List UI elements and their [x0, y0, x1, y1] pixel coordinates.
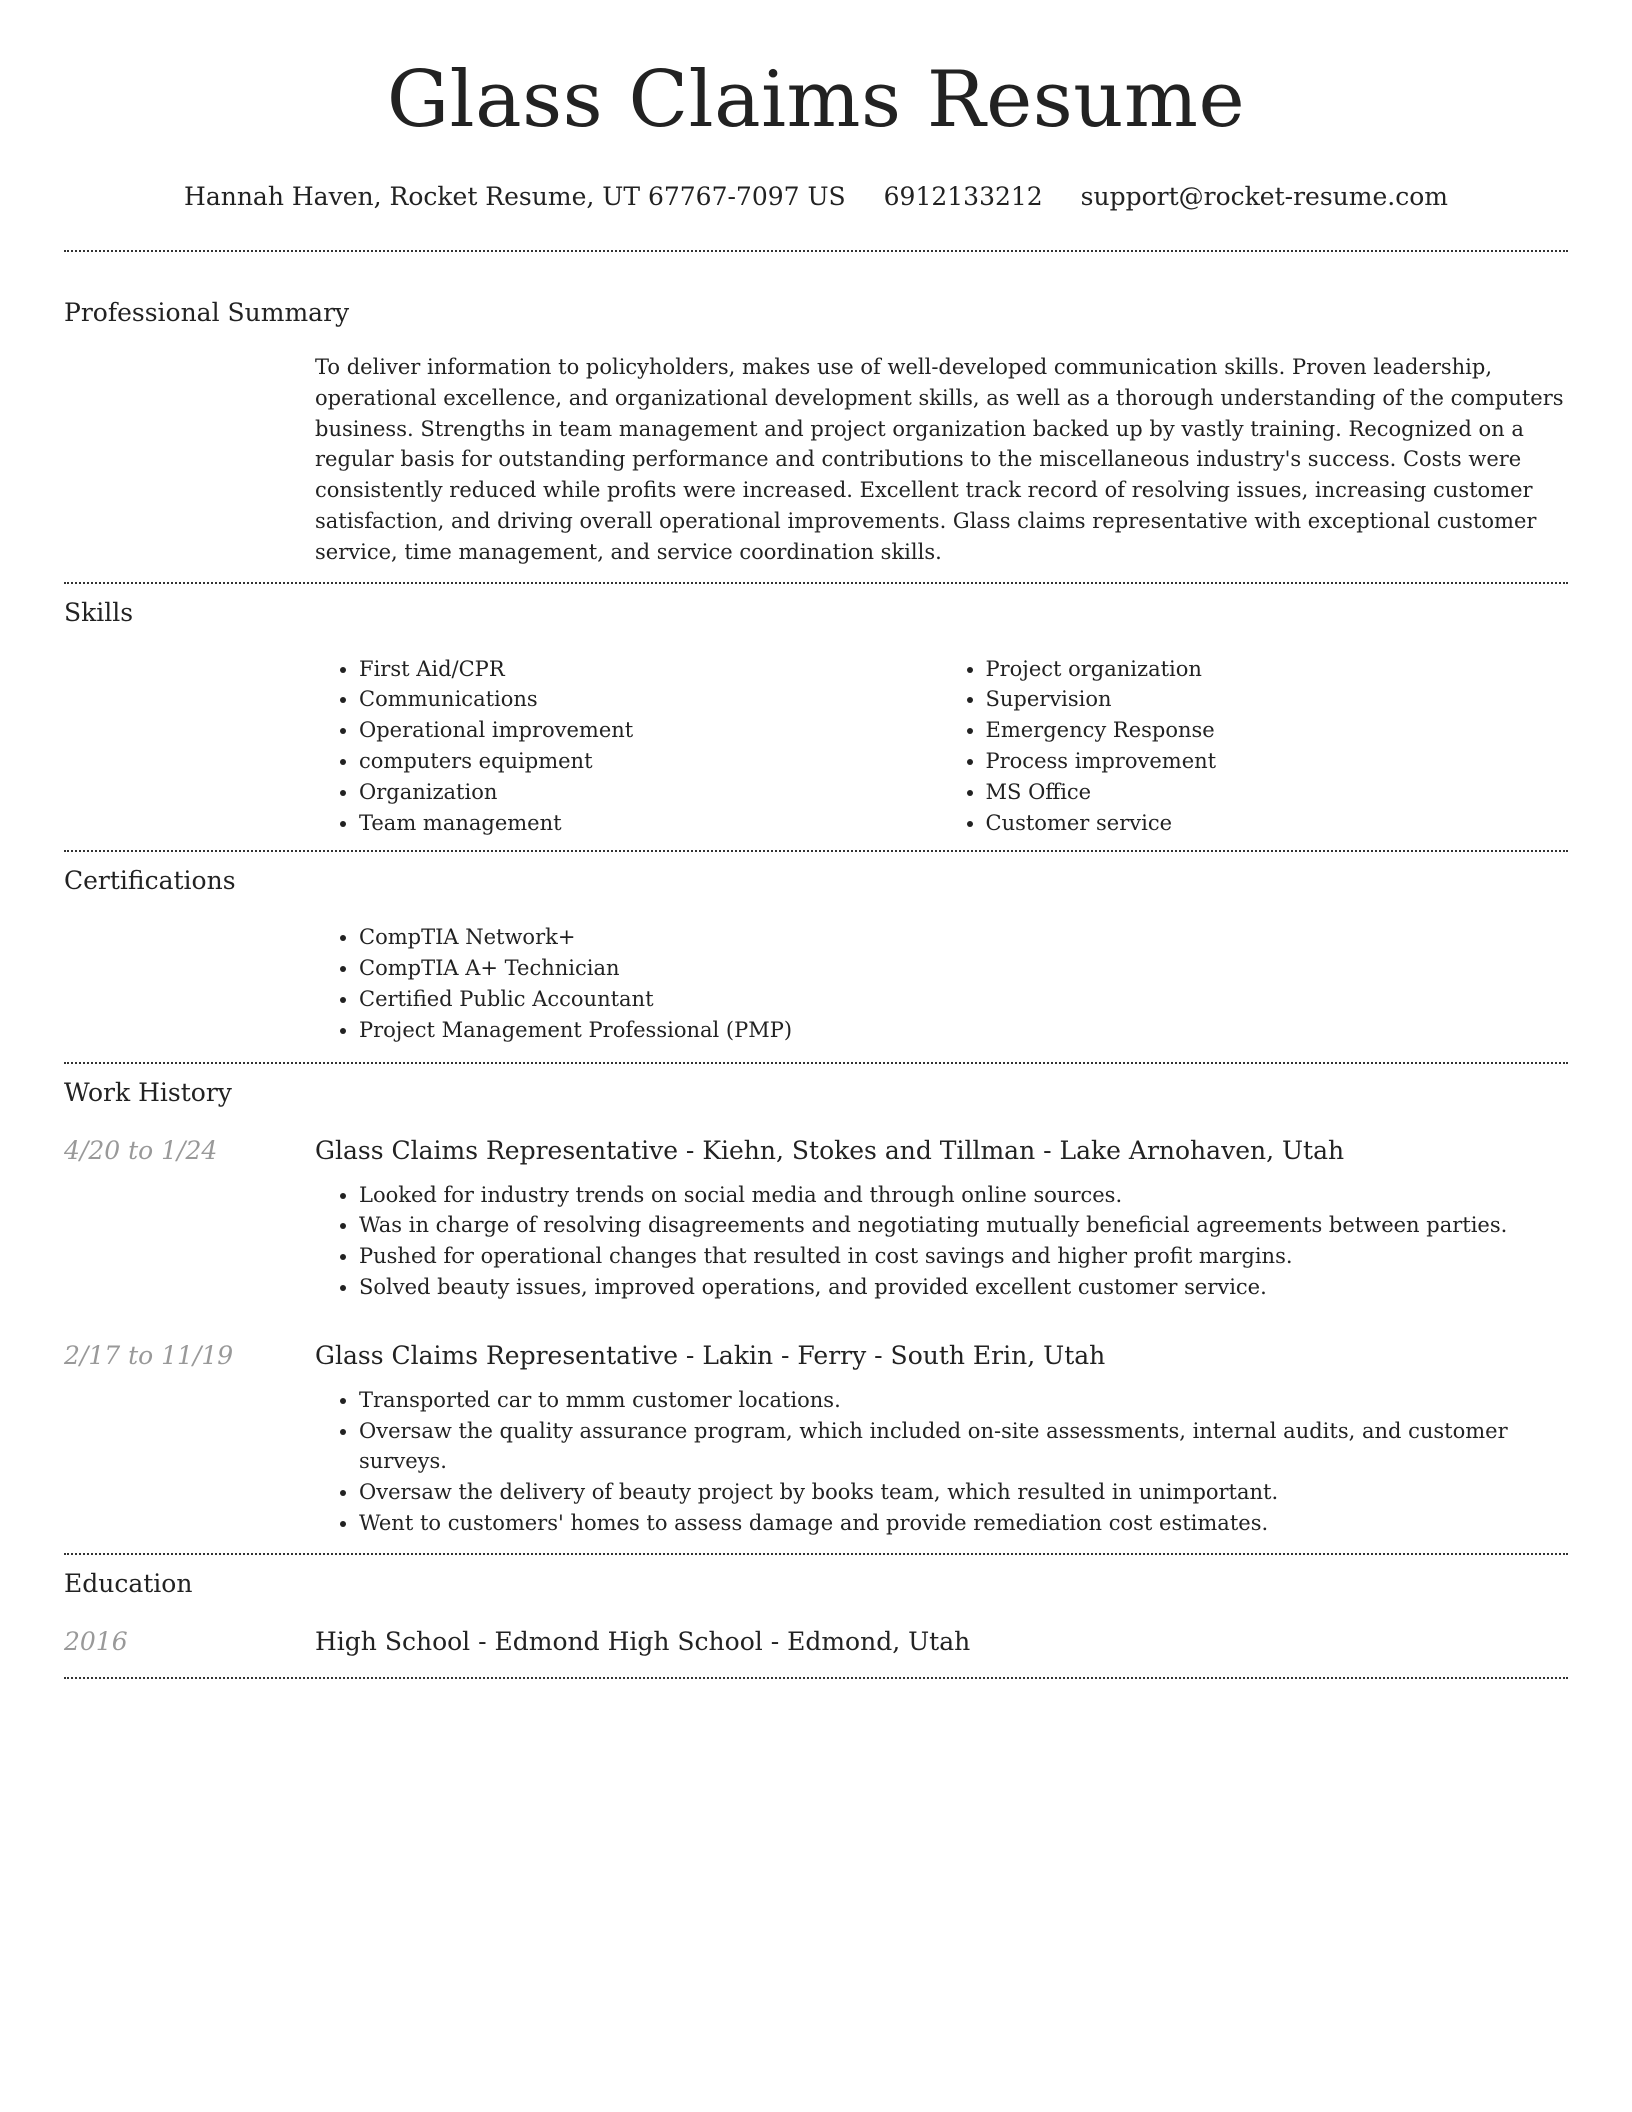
- job-dates: 2/17 to 11/19: [64, 1340, 234, 1370]
- job-bullets: [315, 1385, 1568, 1539]
- education-heading: Education: [64, 1568, 193, 1598]
- job-bullet: • Went to customers' homes to assess damage and provide remediation cost estimates.: [359, 1508, 1568, 1539]
- job-entry: [64, 1134, 1568, 1303]
- skill-item: • MS Office: [986, 777, 1569, 808]
- skill-item: • Communications: [359, 684, 942, 715]
- job-title: Glass Claims Representative - Kiehn, Stokes and Tillman - Lake Arnohaven, Utah: [315, 1135, 1345, 1165]
- skill-item: • Project organization: [986, 654, 1569, 685]
- contact-address: Hannah Haven, Rocket Resume, UT 67767-7097 US: [184, 182, 846, 211]
- skill-item: • Customer service: [986, 808, 1569, 839]
- job-entry: [64, 1339, 1568, 1539]
- certifications-heading: Certifications: [64, 866, 236, 896]
- job-bullet: • Transported car to mmm customer locations.: [359, 1385, 1568, 1416]
- certification-item: • CompTIA Network+: [359, 922, 1568, 953]
- contact-line: [64, 180, 1568, 214]
- summary-section: [64, 252, 1568, 582]
- job-bullet: • Oversaw the delivery of beauty project by books team, which resulted in unimportant.: [359, 1477, 1568, 1508]
- divider: [64, 1677, 1568, 1679]
- contact-email: support@rocket-resume.com: [1080, 182, 1448, 211]
- skill-item: • computers equipment: [359, 746, 942, 777]
- education-title: High School - Edmond High School - Edmond, Utah: [315, 1626, 971, 1656]
- skill-item: • Supervision: [986, 684, 1569, 715]
- summary-text: To deliver information to policyholders, makes use of well-developed communication skills. Proven leadership, operational excellence, and organizational development skills, as well as a thorough understanding of the computers business. Strengths in team management and project organization backed up by vastly training. Recognized on a regular basis for outstanding performance and contributions to the miscellaneous industry's success. Costs were consistently reduced while profits were increased. Excellent track record of resolving issues, increasing customer satisfaction, and driving overall operational improvements. Glass claims representative with exceptional customer service, time management, and service coordination skills.: [315, 355, 1564, 564]
- job-title: Glass Claims Representative - Lakin - Ferry - South Erin, Utah: [315, 1340, 1106, 1370]
- skill-item: • First Aid/CPR: [359, 654, 942, 685]
- resume-title: Glass Claims Resume: [386, 55, 1246, 145]
- job-bullet: • Was in charge of resolving disagreements and negotiating mutually beneficial agreements between parties.: [359, 1210, 1568, 1241]
- certification-item: • Certified Public Accountant: [359, 984, 1568, 1015]
- skills-list-left: [315, 654, 942, 839]
- job-bullets: [315, 1180, 1568, 1303]
- job-bullet: • Looked for industry trends on social media and through online sources.: [359, 1180, 1568, 1211]
- certifications-list: [315, 922, 1568, 1045]
- education-section: [64, 1555, 1568, 1677]
- skill-item: • Team management: [359, 808, 942, 839]
- contact-phone: 6912133212: [883, 182, 1043, 211]
- certifications-section: [64, 852, 1568, 1061]
- job-dates: 4/20 to 1/24: [64, 1135, 218, 1165]
- skill-item: • Emergency Response: [986, 715, 1569, 746]
- skill-item: • Operational improvement: [359, 715, 942, 746]
- summary-heading: Professional Summary: [64, 298, 350, 327]
- skills-list-right: [942, 654, 1569, 839]
- work-history-heading: Work History: [64, 1077, 232, 1107]
- certification-item: • CompTIA A+ Technician: [359, 953, 1568, 984]
- certification-item: • Project Management Professional (PMP): [359, 1015, 1568, 1046]
- work-history-section: [64, 1064, 1568, 1553]
- education-date: 2016: [64, 1626, 128, 1656]
- skill-item: • Process improvement: [986, 746, 1569, 777]
- skills-section: [64, 584, 1568, 851]
- job-bullet: • Solved beauty issues, improved operations, and provided excellent customer service.: [359, 1272, 1568, 1303]
- job-bullet: • Pushed for operational changes that resulted in cost savings and higher profit margins.: [359, 1241, 1568, 1272]
- job-bullet: • Oversaw the quality assurance program, which included on-site assessments, internal audits, and customer surveys.: [359, 1416, 1568, 1478]
- skill-item: • Organization: [359, 777, 942, 808]
- education-entry: [64, 1601, 1568, 1677]
- skills-heading: Skills: [64, 597, 134, 627]
